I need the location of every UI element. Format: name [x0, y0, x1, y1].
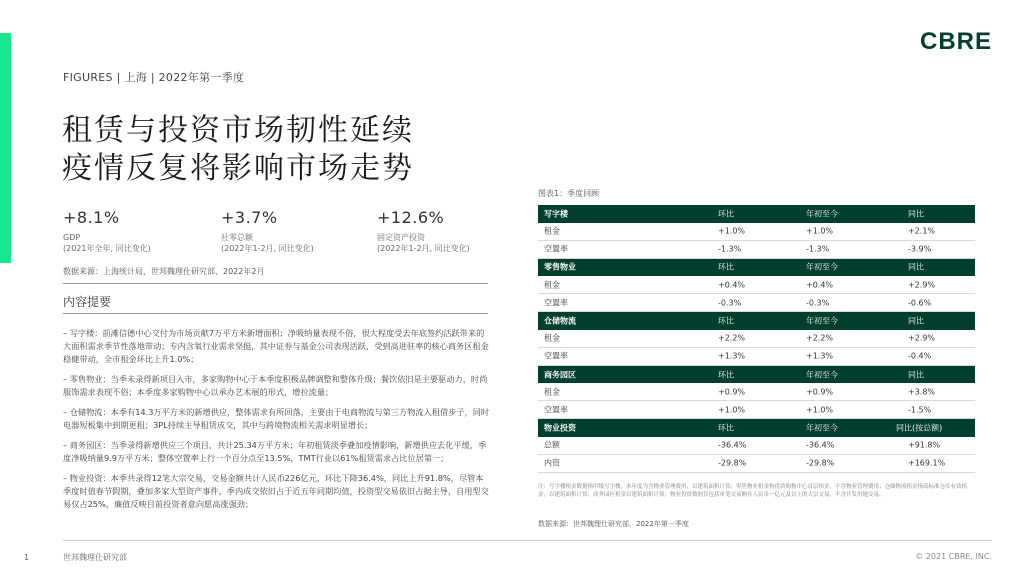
footer-department: 世邦魏理仕研究部 [63, 553, 127, 562]
bullet-office: – 写字楼：前滩信德中心交付为市场贡献7万平方米新增面积；净吸纳量表现不俗，很大程度受去年底签约活跃带来的大面积需求季节性落地带动；专内含氧行业需求坚挺，其中证券与基金公司表现活跃，受到高进驻率的核心商务区租金稳健带动，全市租金环比上升1.0%； [63, 328, 489, 364]
stats-source: 数据来源：上海统计局，世邦魏理仕研究部，2022年2月 [63, 267, 265, 276]
headline-line-1: 租赁与投资市场韧性延续 [62, 113, 414, 148]
table-header-row: 仓储物流 环比 年初至今 同比 [538, 312, 975, 330]
headline-line-2: 疫情反复将影响市场走势 [62, 151, 414, 186]
stat-value: +8.1% [63, 208, 120, 227]
stat-gdp [63, 208, 151, 254]
cbre-logo: CBRE [919, 28, 992, 55]
table-row: 空置率 +1.3% +1.3% -0.4% [538, 348, 975, 366]
table-row: 内资 -29.8% -29.8% +169.1% [538, 455, 975, 473]
divider [63, 283, 488, 284]
table-header-row: 零售物业 环比 年初至今 同比 [538, 259, 975, 277]
summary-bullets [63, 327, 491, 518]
page-number: 1 [24, 553, 30, 562]
stat-label: 固定资产投资 (2022年1-2月, 同比变化) [377, 233, 470, 253]
stat-label: 社零总额 (2022年1-2月, 同比变化) [221, 233, 314, 253]
table-row: 空置率 -1.3% -1.3% -3.9% [538, 241, 975, 259]
summary-title: 内容提要 [63, 295, 112, 309]
bullet-logistics: – 仓储物流：本季有14.3万平方米的新增供应，整体需求有所回落，主要由于电商物流与第三方物流入租借步子，同时电器短板集中到期更租；3PL持续主导租赁成交，其中与跨境物流相关需求明显增长； [63, 407, 490, 430]
bullet-investment: – 物业投资：本季共录得12笔大宗交易，交易金额共计人民币226亿元，环比下降36.4%，同比上升91.8%，尽管本季度时值春节假期，叠加多家大型资产事件，季内成交依旧占于近五年同期均值，投资型交易依旧占据主导，自用型交易仅占25%，廉值反映目前投资者意向愿高涨强劲； [63, 473, 489, 509]
table-header-row: 写字楼 环比 年初至今 同比 [538, 205, 975, 223]
bullet-retail: – 零售物业：当季未录得新项目入市，多家购物中心于本季度积极品牌调整和整体升级；餐饮依旧是主要驱动力，时尚服饰需求表现不俗；本季度多家购物中心以承办艺术展的形式，增拉流量； [63, 374, 488, 397]
bullet-business-park: – 商务园区：当季录得新增供应三个项目，共计25.34万平方米；年初租赁淡季叠加疫情影响，新增供应去化平缓，季度净吸纳量9.9万平方米；整体空置率上行一个百分点至13.5%，TMT行业以61%租赁需求占比位居第一； [63, 440, 487, 463]
divider [63, 313, 488, 314]
table-source: 数据来源：世邦魏理仕研究部，2022年第一季度 [538, 520, 689, 528]
table-row: 总额 -36.4% -36.4% +91.8% [538, 437, 975, 455]
table-row: 租金 +2.2% +2.2% +2.9% [538, 330, 975, 348]
footer-copyright: © 2021 CBRE, INC. [915, 552, 992, 561]
stat-label: GDP (2021年全年, 同比变化) [63, 233, 151, 253]
quarter-review-table [538, 205, 975, 473]
report-kicker: FIGURES | 上海 | 2022年第一季度 [63, 71, 245, 84]
stat-retail-sales [221, 208, 314, 254]
headline [62, 112, 414, 188]
stat-value: +12.6% [377, 208, 445, 227]
accent-bar [0, 33, 11, 263]
table-row: 租金 +0.4% +0.4% +2.9% [538, 276, 975, 294]
table-notes: 注：写字楼租金数据指甲级写字楼，本年度为含物业管理费用，以建筑面积计算；零售物业租金指优质购物中心首层租金，不含物业管理费用；仓储物流租金指高标准仓库有效租金，以建筑面积计算；商务园区租金以建筑面积计算；物业投资数据仅包括单笔交易额在人民币一亿元及以上的大宗交易，不含开发用地交易。 [538, 484, 968, 498]
stat-value: +3.7% [221, 208, 278, 227]
table-header-row: 物业投资 环比 年初至今 同比(按总额) [538, 419, 975, 437]
stat-fixed-investment [377, 208, 470, 254]
key-stats [63, 208, 488, 260]
footer-divider [63, 540, 992, 541]
table-row: 空置率 +1.0% +1.0% -1.5% [538, 401, 975, 419]
table-caption: 图表1：季度回顾 [538, 189, 600, 198]
table-row: 空置率 -0.3% -0.3% -0.6% [538, 294, 975, 312]
table-header-row: 商务园区 环比 年初至今 同比 [538, 366, 975, 384]
table-row: 租金 +0.9% +0.9% +3.8% [538, 383, 975, 401]
table-row: 租金 +1.0% +1.0% +2.1% [538, 223, 975, 241]
